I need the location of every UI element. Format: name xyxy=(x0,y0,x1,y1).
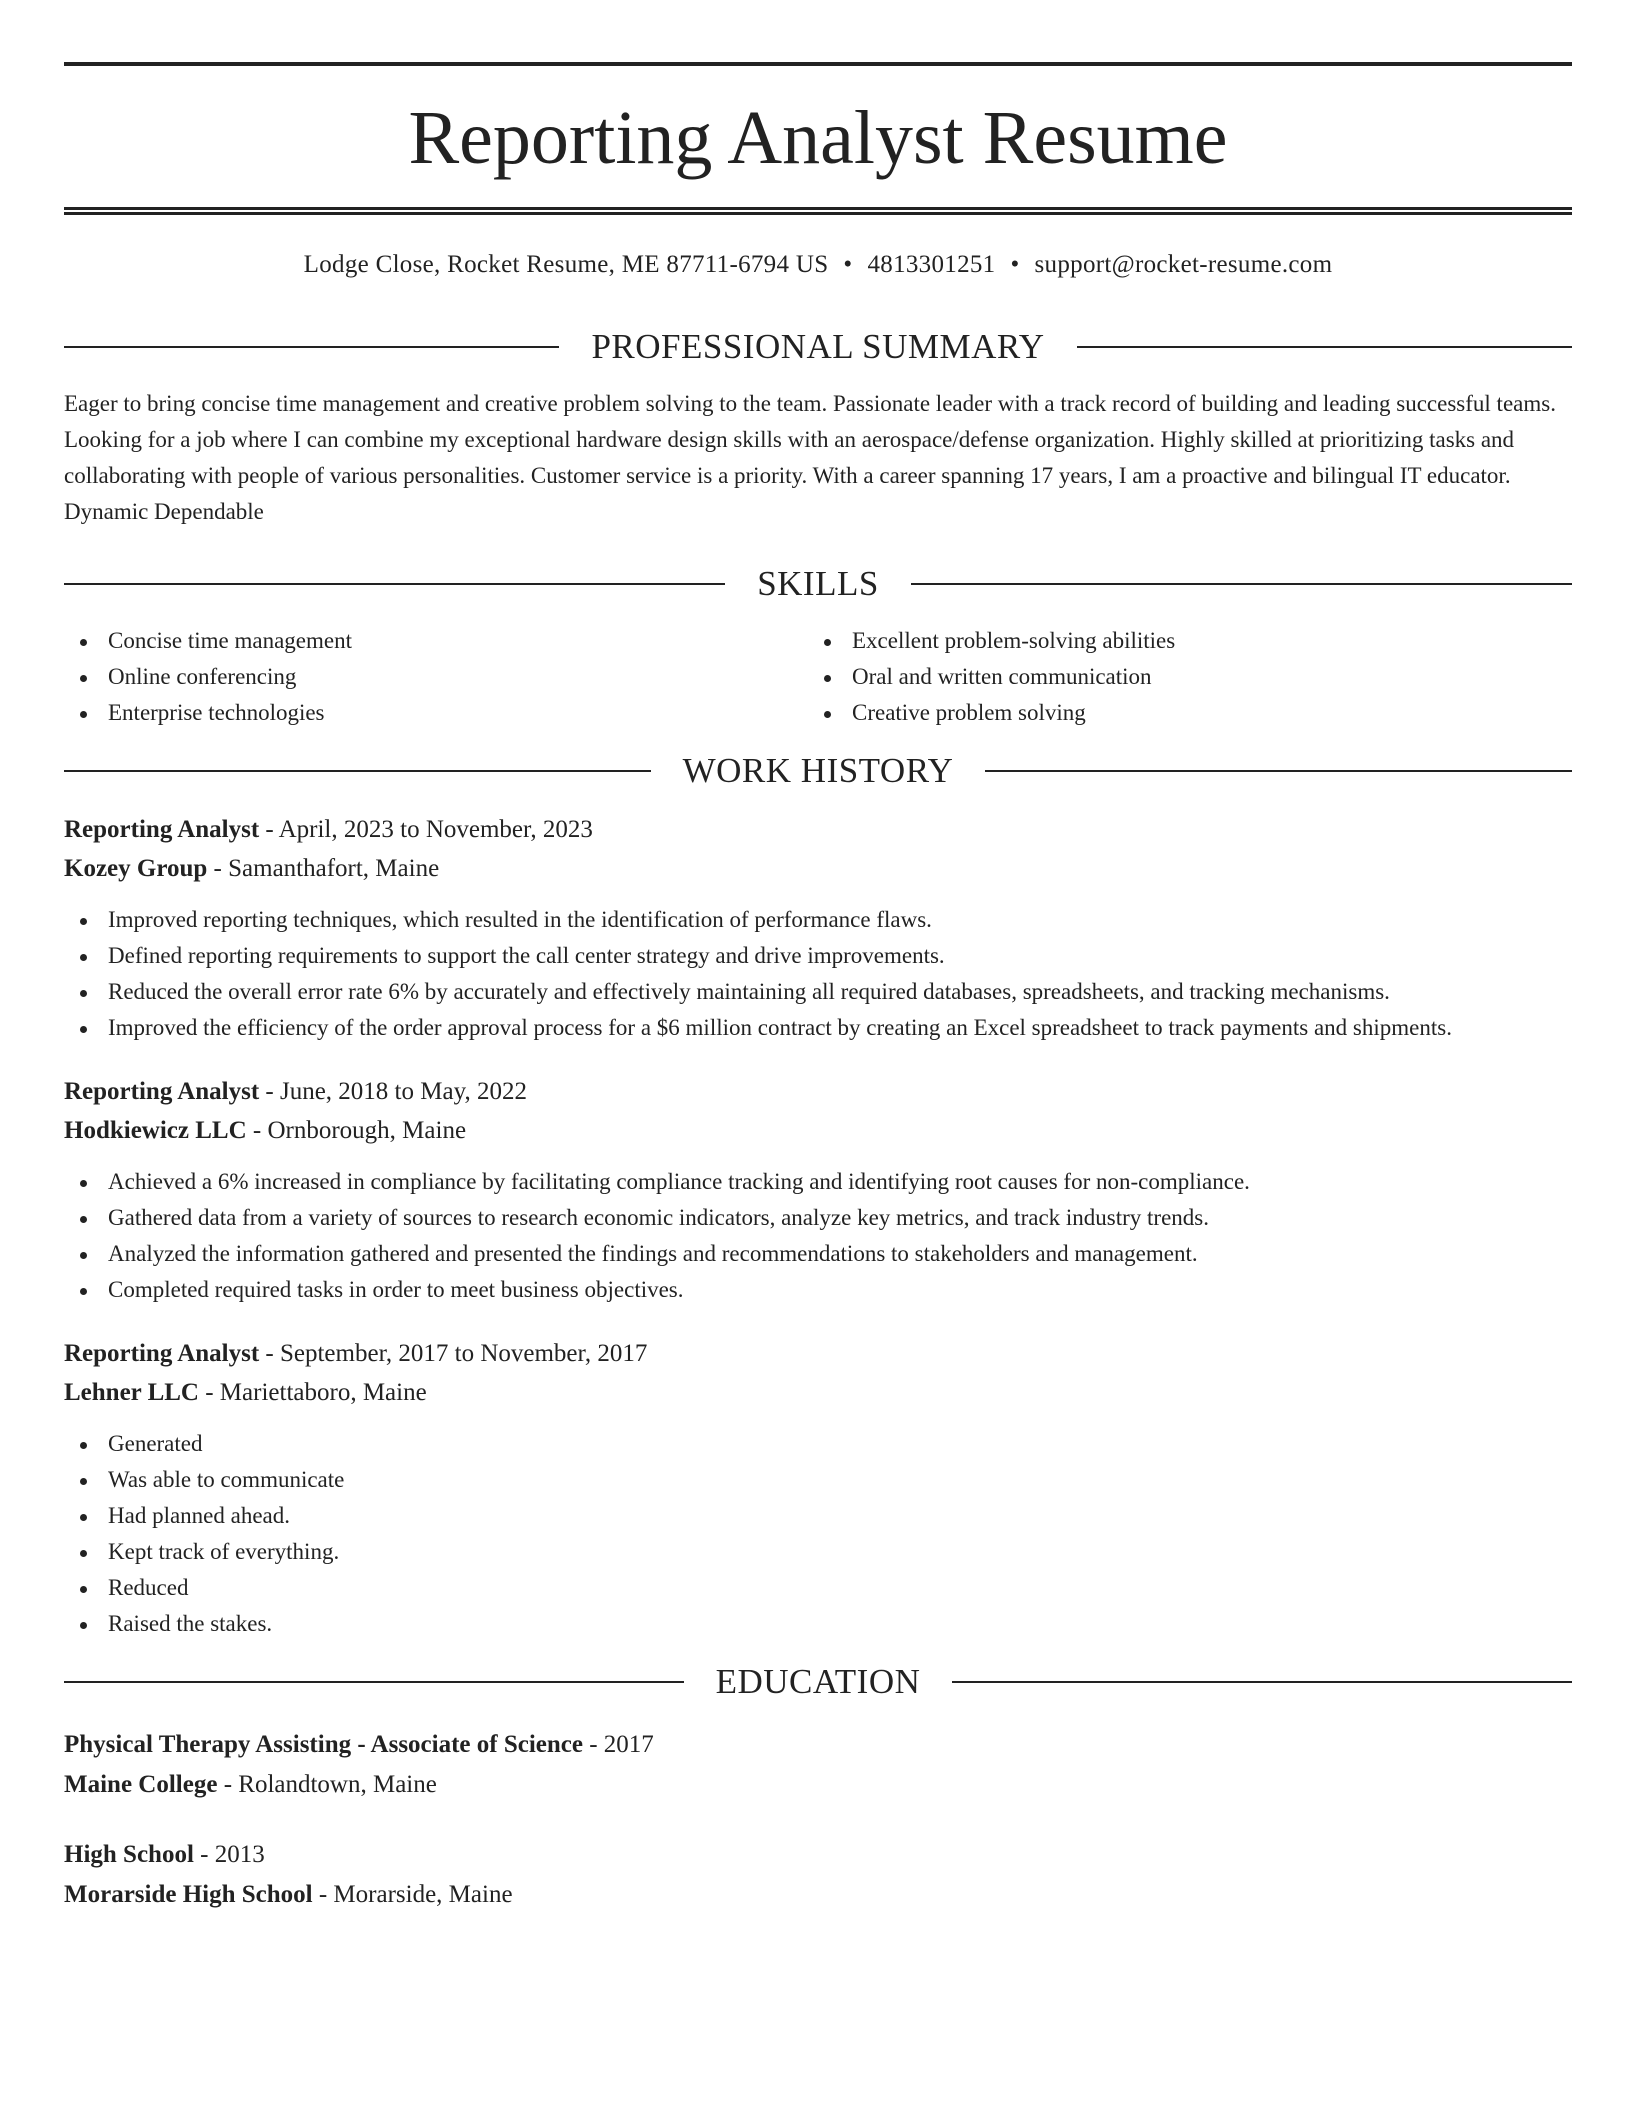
heading-rule-right xyxy=(911,583,1572,585)
job-bullet: Kept track of everything. xyxy=(64,1534,1572,1570)
job-company: Lehner LLC xyxy=(64,1379,199,1406)
skills-list xyxy=(64,623,1572,731)
education-location: - Morarside, Maine xyxy=(312,1881,513,1908)
heading-rule-left xyxy=(64,770,651,772)
job-bullets xyxy=(64,1164,1572,1308)
job-company: Kozey Group xyxy=(64,855,208,882)
job-title-line xyxy=(64,810,1572,849)
job-title-line xyxy=(64,1334,1572,1373)
job-bullet: Completed required tasks in order to meet business objectives. xyxy=(64,1272,1572,1308)
education-year: - 2017 xyxy=(582,1731,654,1758)
job-bullet: Raised the stakes. xyxy=(64,1606,1572,1642)
top-rule xyxy=(64,62,1572,66)
contact-address: Lodge Close, Rocket Resume, ME 87711-6794 US xyxy=(303,251,829,278)
job-company-line xyxy=(64,1373,1572,1412)
job-entry xyxy=(64,1072,1572,1308)
contact-phone: 4813301251 xyxy=(867,251,996,278)
job-company-line xyxy=(64,1111,1572,1150)
skill-item: Oral and written communication xyxy=(808,659,1552,695)
summary-section-heading xyxy=(64,329,1572,364)
education-degree: High School xyxy=(64,1841,194,1868)
education-section-heading xyxy=(64,1664,1572,1699)
education-degree-line xyxy=(64,1835,1572,1875)
education-degree-line xyxy=(64,1725,1572,1765)
job-bullet: Reduced xyxy=(64,1570,1572,1606)
job-location: - Mariettaboro, Maine xyxy=(198,1379,427,1406)
job-bullets xyxy=(64,902,1572,1046)
job-bullet: Defined reporting requirements to support the call center strategy and drive improvements. xyxy=(64,938,1572,974)
job-company: Hodkiewicz LLC xyxy=(64,1117,247,1144)
skills-heading: SKILLS xyxy=(757,564,879,603)
job-dates: - September, 2017 to November, 2017 xyxy=(259,1340,648,1367)
education-year: - 2013 xyxy=(193,1841,265,1868)
contact-separator: • xyxy=(1010,251,1020,278)
job-bullet: Gathered data from a variety of sources to research economic indicators, analyze key metrics, and track industry trends. xyxy=(64,1200,1572,1236)
resume-page xyxy=(64,62,1572,1915)
job-title: Reporting Analyst xyxy=(64,816,260,843)
heading-rule-left xyxy=(64,1681,684,1683)
skill-item: Concise time management xyxy=(64,623,808,659)
job-bullet: Generated xyxy=(64,1426,1572,1462)
heading-rule-right xyxy=(1077,346,1572,348)
work-section-heading xyxy=(64,753,1572,788)
job-title-line xyxy=(64,1072,1572,1111)
job-bullet: Was able to communicate xyxy=(64,1462,1572,1498)
title-double-rule xyxy=(64,207,1572,215)
job-location: - Samanthafort, Maine xyxy=(207,855,440,882)
education-school: Morarside High School xyxy=(64,1881,313,1908)
summary-heading: PROFESSIONAL SUMMARY xyxy=(591,327,1045,366)
education-location: - Rolandtown, Maine xyxy=(217,1771,437,1798)
job-bullet: Reduced the overall error rate 6% by accurately and effectively maintaining all required databases, spreadsheets, and tracking mechanisms. xyxy=(64,974,1572,1010)
education-school: Maine College xyxy=(64,1771,218,1798)
summary-text: Eager to bring concise time management and creative problem solving to the team. Passionate leader with a track record of building and leading successful teams. Looking for a job where I can combine my exceptional hardware design skills with an aerospace/defense organization. Highly skilled at prioritizing tasks and collaborating with people of various personalities. Customer service is a priority. With a career spanning 17 years, I am a proactive and bilingual IT educator. Dynamic Dependable xyxy=(64,391,1556,524)
contact-email: support@rocket-resume.com xyxy=(1034,251,1333,278)
skill-item: Online conferencing xyxy=(64,659,808,695)
job-bullet: Had planned ahead. xyxy=(64,1498,1572,1534)
job-bullet: Analyzed the information gathered and presented the findings and recommendations to stakeholders and management. xyxy=(64,1236,1572,1272)
education-school-line xyxy=(64,1875,1572,1915)
education-heading: EDUCATION xyxy=(715,1662,921,1701)
job-bullet: Improved reporting techniques, which resulted in the identification of performance flaws. xyxy=(64,902,1572,938)
heading-rule-left xyxy=(64,583,725,585)
job-title: Reporting Analyst xyxy=(64,1078,260,1105)
job-title: Reporting Analyst xyxy=(64,1340,260,1367)
skill-item: Creative problem solving xyxy=(808,695,1552,731)
job-dates: - April, 2023 to November, 2023 xyxy=(259,816,593,843)
heading-rule-left xyxy=(64,346,559,348)
contact-separator: • xyxy=(843,251,853,278)
job-company-line xyxy=(64,849,1572,888)
skills-column-left xyxy=(64,623,808,731)
skill-item: Enterprise technologies xyxy=(64,695,808,731)
heading-rule-right xyxy=(952,1681,1572,1683)
skill-item: Excellent problem-solving abilities xyxy=(808,623,1552,659)
skills-column-right xyxy=(808,623,1552,731)
contact-line xyxy=(64,251,1572,279)
job-bullets xyxy=(64,1426,1572,1642)
job-entry xyxy=(64,810,1572,1046)
job-location: - Ornborough, Maine xyxy=(246,1117,467,1144)
education-entry xyxy=(64,1835,1572,1915)
work-heading: WORK HISTORY xyxy=(682,751,954,790)
job-entry xyxy=(64,1334,1572,1642)
education-entry xyxy=(64,1725,1572,1805)
education-school-line xyxy=(64,1765,1572,1805)
resume-title: Reporting Analyst Resume xyxy=(408,96,1228,180)
skills-section-heading xyxy=(64,566,1572,601)
education-degree: Physical Therapy Assisting - Associate of Science xyxy=(64,1731,583,1758)
job-dates: - June, 2018 to May, 2022 xyxy=(259,1078,527,1105)
job-bullet: Achieved a 6% increased in compliance by facilitating compliance tracking and identifying root causes for non-compliance. xyxy=(64,1164,1572,1200)
heading-rule-right xyxy=(985,770,1572,772)
job-bullet: Improved the efficiency of the order approval process for a $6 million contract by creating an Excel spreadsheet to track payments and shipments. xyxy=(64,1010,1572,1046)
